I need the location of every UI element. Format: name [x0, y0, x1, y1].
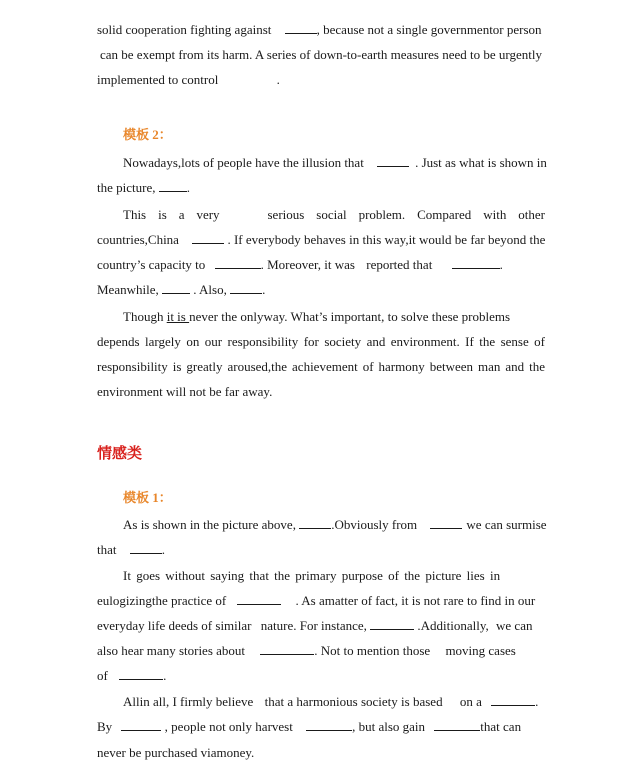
text-segment: .	[262, 282, 266, 297]
fill-blank	[370, 617, 414, 630]
text-segment: This is a very	[123, 207, 220, 222]
text-segment: Though	[123, 309, 164, 324]
text-segment: . If everybody behaves in this way,it would be far beyond the	[227, 232, 546, 247]
fill-blank	[260, 642, 314, 655]
text-segment: Nowadays,lots of people have the illusion that	[123, 155, 364, 170]
text-segment: we can	[496, 618, 533, 633]
text-line	[97, 617, 545, 635]
text-segment: we can surmise	[466, 517, 547, 532]
text-line	[97, 281, 545, 299]
fill-blank	[121, 718, 161, 731]
text-segment: .	[163, 668, 167, 683]
underlined-text: it is	[166, 309, 190, 324]
text-line: responsibility is greatly aroused,the achievement of harmony between man and the	[97, 359, 545, 374]
text-line	[97, 21, 545, 39]
fill-blank	[452, 256, 500, 269]
fill-blank	[159, 179, 187, 192]
text-segment: everyday life deeds of similar	[97, 618, 252, 633]
fill-blank	[306, 718, 352, 731]
text-segment: serious social problem. Compared with other	[267, 207, 546, 222]
text-line	[97, 256, 545, 274]
text-line	[97, 592, 545, 610]
fill-blank	[130, 541, 162, 554]
text-segment: eulogizingthe practice of	[97, 593, 227, 608]
text-segment: . As amatter of fact, it is not rare to find in our	[295, 593, 536, 608]
category-heading: 情感类	[97, 446, 143, 462]
text-segment: . Moreover, it was	[260, 257, 355, 272]
text-line: can be exempt from its harm. A series of down-to-earth measures need to be urgently	[100, 47, 542, 62]
text-segment: .	[276, 72, 280, 87]
text-segment: Meanwhile,	[97, 282, 159, 297]
text-segment: .	[535, 694, 539, 709]
fill-blank	[192, 231, 224, 244]
text-line	[97, 642, 545, 660]
text-line	[97, 71, 545, 89]
text-line	[97, 231, 545, 249]
text-segment: of	[97, 668, 108, 683]
text-segment: also hear many stories about	[97, 643, 246, 658]
text-line	[97, 179, 545, 197]
text-segment: .	[161, 542, 165, 557]
fill-blank	[162, 281, 190, 294]
text-segment: countries,China	[97, 232, 179, 247]
text-segment: , but also gain	[352, 719, 426, 734]
text-segment: As is shown in the picture above,	[123, 517, 296, 532]
text-segment: the picture,	[97, 180, 156, 195]
text-line: environment will not be far away.	[97, 384, 273, 399]
text-line: never be purchased viamoney.	[97, 745, 255, 760]
text-segment: By	[97, 719, 113, 734]
fill-blank	[230, 281, 262, 294]
text-segment: . Just as what is shown in	[415, 155, 547, 170]
text-segment: reported that	[366, 257, 433, 272]
text-segment: country’s capacity to	[97, 257, 206, 272]
text-line	[123, 308, 545, 326]
text-segment: .	[186, 180, 190, 195]
fill-blank	[237, 592, 281, 605]
text-line	[97, 541, 545, 559]
text-segment: .Additionally,	[417, 618, 489, 633]
text-segment: I firmly believe	[172, 694, 254, 709]
text-segment: solid cooperation fighting against	[97, 22, 272, 37]
template-2-heading: 模板 2：	[123, 127, 172, 142]
text-segment: nature. For instance,	[260, 618, 367, 633]
template-1-heading: 模板 1：	[123, 490, 172, 505]
text-line	[123, 567, 545, 585]
text-segment: . Also,	[193, 282, 227, 297]
fill-blank	[491, 693, 535, 706]
text-segment: moving cases	[445, 643, 516, 658]
text-segment: on a	[459, 694, 482, 709]
fill-blank	[215, 256, 261, 269]
text-line	[97, 718, 545, 736]
text-segment: It goes without saying that the primary purpose of the picture lies in	[123, 568, 501, 583]
text-line	[123, 516, 545, 534]
text-segment: .Obviously from	[331, 517, 418, 532]
text-line	[123, 206, 545, 224]
text-line	[123, 693, 545, 711]
text-line	[123, 154, 545, 172]
fill-blank	[285, 21, 317, 34]
fill-blank	[299, 516, 331, 529]
text-segment: that a harmonious society is based	[264, 694, 443, 709]
text-segment: that	[97, 542, 117, 557]
text-segment: that can	[480, 719, 522, 734]
text-line: depends largely on our responsibility for society and environment. If the sense of	[97, 334, 545, 349]
text-line	[97, 667, 545, 685]
text-segment: implemented to control	[97, 72, 219, 87]
fill-blank	[119, 667, 163, 680]
text-segment: never the onlyway. What’s important, to solve these problems	[189, 309, 511, 324]
text-segment: Allin all,	[123, 694, 170, 709]
fill-blank	[434, 718, 480, 731]
text-segment: , people not only harvest	[164, 719, 293, 734]
fill-blank	[430, 516, 462, 529]
text-segment: , because not a single governmentor person	[316, 22, 542, 37]
fill-blank	[377, 154, 409, 167]
text-segment: .	[499, 257, 503, 272]
text-segment: . Not to mention those	[314, 643, 431, 658]
